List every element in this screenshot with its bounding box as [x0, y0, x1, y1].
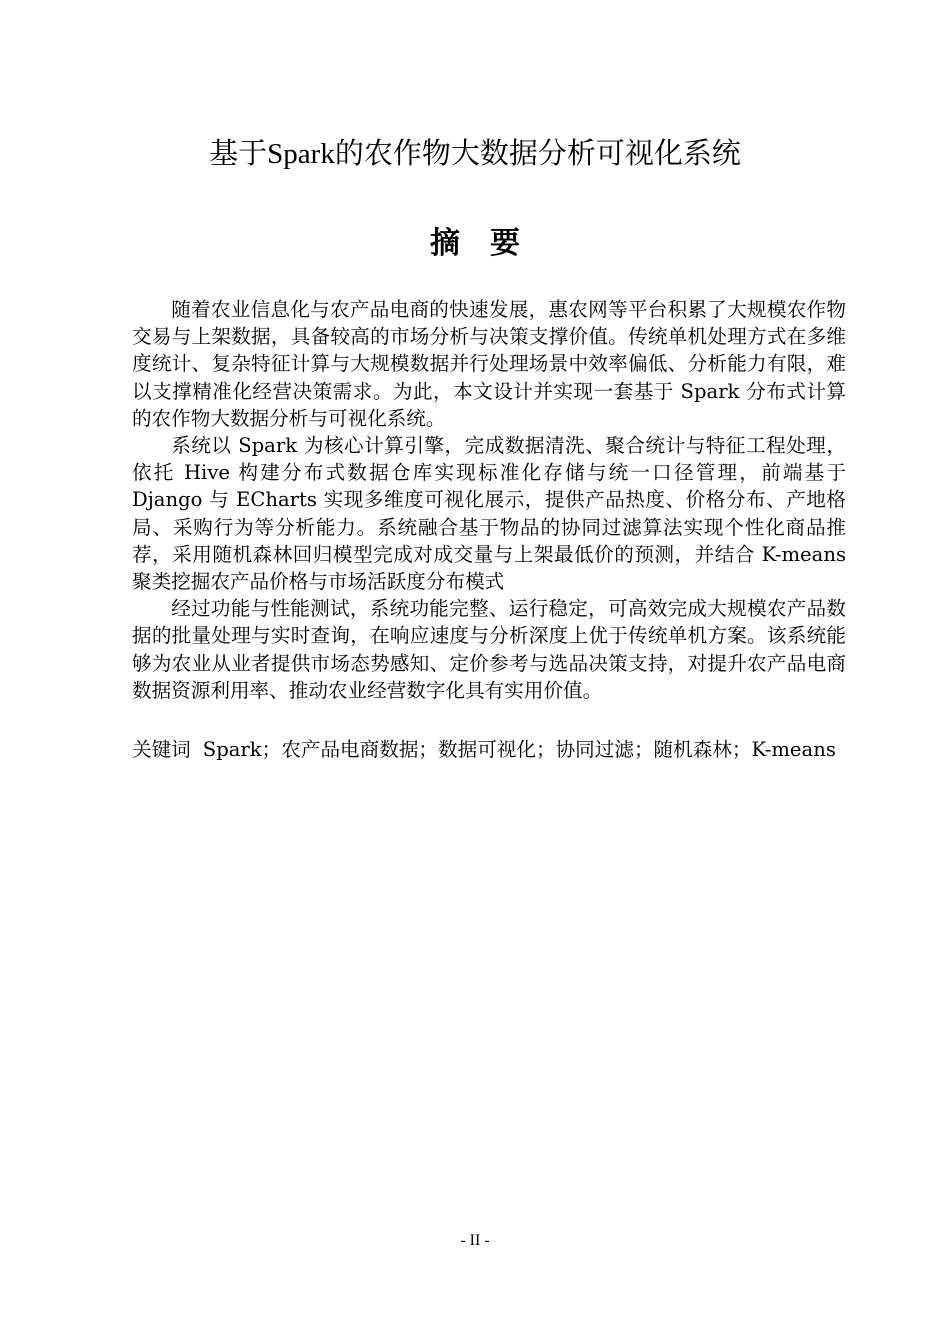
keywords-line [132, 736, 846, 763]
abstract-heading: 摘要 [430, 226, 550, 261]
title-suffix: 的农作物大数据分析可视化系统 [334, 136, 741, 170]
title-latin: Spark [267, 138, 335, 170]
keywords-label: 关键词 [132, 738, 191, 761]
keywords-text: Spark；农产品电商数据；数据可视化；协同过滤；随机森林；K-means [202, 738, 836, 761]
abstract-body [132, 296, 846, 704]
paper-title [0, 133, 950, 174]
abstract-paragraph-1: 随着农业信息化与农产品电商的快速发展，惠农网等平台积累了大规模农作物交易与上架数据，具备较高的市场分析与决策支撑价值。传统单机处理方式在多维度统计、复杂特征计算与大规模数据并行处理场景中效率偏低、分析能力有限，难以支撑精准化经营决策需求。为此，本文设计并实现一套基于 Spark 分布式计算的农作物大数据分析与可视化系统。 [132, 298, 846, 430]
title-prefix: 基于 [209, 136, 268, 170]
abstract-paragraph-3: 经过功能与性能测试，系统功能完整、运行稳定，可高效完成大规模农产品数据的批量处理与实时查询，在响应速度与分析深度上优于传统单机方案。该系统能够为农业从业者提供市场态势感知、定价参考与选品决策支持，对提升农产品电商数据资源利用率、推动农业经营数字化具有实用价值。 [132, 597, 846, 702]
abstract-paragraph-2: 系统以 Spark 为核心计算引擎，完成数据清洗、聚合统计与特征工程处理，依托 Hive 构建分布式数据仓库实现标准化存储与统一口径管理，前端基于 Django 与 ECharts 实现多维度可视化展示，提供产品热度、价格分布、产地格局、采购行为等分析能力。系统融合基于物品的协同过滤算法实现个性化商品推荐，采用随机森林回归模型完成对成交量与上架最低价的预测，并结合 K-means 聚类挖掘农产品价格与市场活跃度分布模式 [132, 434, 846, 594]
page-number: - II - [460, 1232, 490, 1249]
